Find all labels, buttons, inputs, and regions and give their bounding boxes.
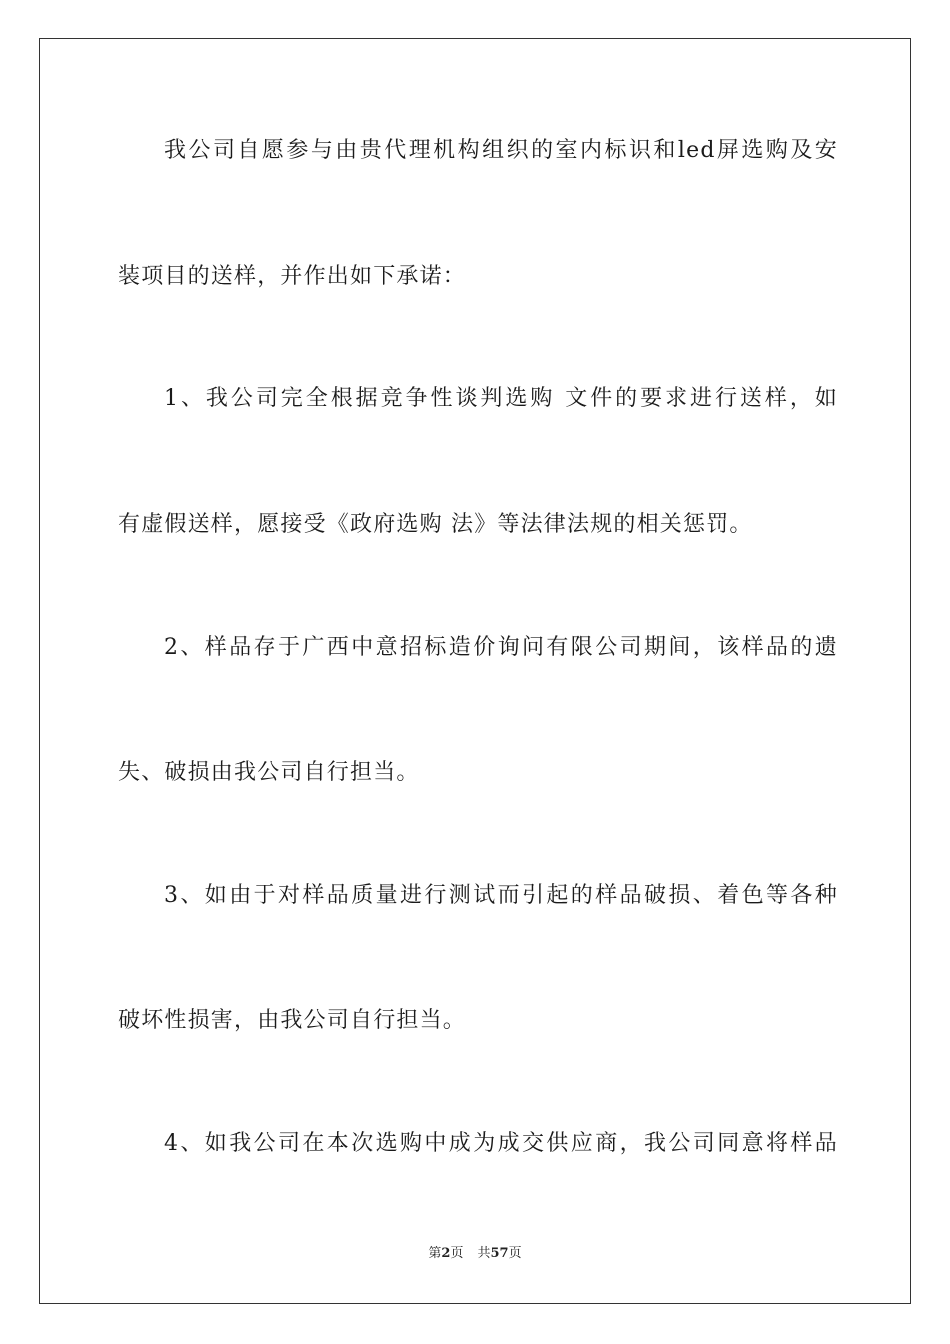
paragraph-line-9: 4、如我公司在本次选购中成为成交供应商，我公司同意将样品 bbox=[164, 1131, 838, 1156]
paragraph-line-1: 我公司自愿参与由贵代理机构组织的室内标识和led屏选购及安 bbox=[164, 138, 838, 163]
paragraph-line-2: 装项目的送样，并作出如下承诺： bbox=[118, 264, 467, 289]
footer-page-prefix: 第 bbox=[428, 1246, 442, 1261]
page-border bbox=[39, 38, 911, 1304]
footer-total-suffix: 页 bbox=[508, 1246, 522, 1261]
footer-page-number: 2 bbox=[441, 1246, 451, 1261]
paragraph-line-8: 破坏性损害，由我公司自行担当。 bbox=[118, 1008, 467, 1033]
paragraph-line-4: 有虚假送样，愿接受《政府选购 法》等法律法规的相关惩罚。 bbox=[118, 512, 753, 537]
paragraph-line-5: 2、样品存于广西中意招标造价询问有限公司期间，该样品的遗 bbox=[164, 635, 838, 660]
footer-total-pages: 57 bbox=[490, 1246, 509, 1261]
footer-total-prefix: 共 bbox=[477, 1246, 491, 1261]
paragraph-line-7: 3、如由于对样品质量进行测试而引起的样品破损、着色等各种 bbox=[164, 883, 838, 908]
paragraph-line-3: 1、我公司完全根据竞争性谈判选购 文件的要求进行送样，如 bbox=[164, 386, 838, 411]
page-footer bbox=[0, 1245, 950, 1263]
footer-page-suffix: 页 bbox=[450, 1246, 464, 1261]
paragraph-line-6: 失、破损由我公司自行担当。 bbox=[118, 760, 420, 785]
